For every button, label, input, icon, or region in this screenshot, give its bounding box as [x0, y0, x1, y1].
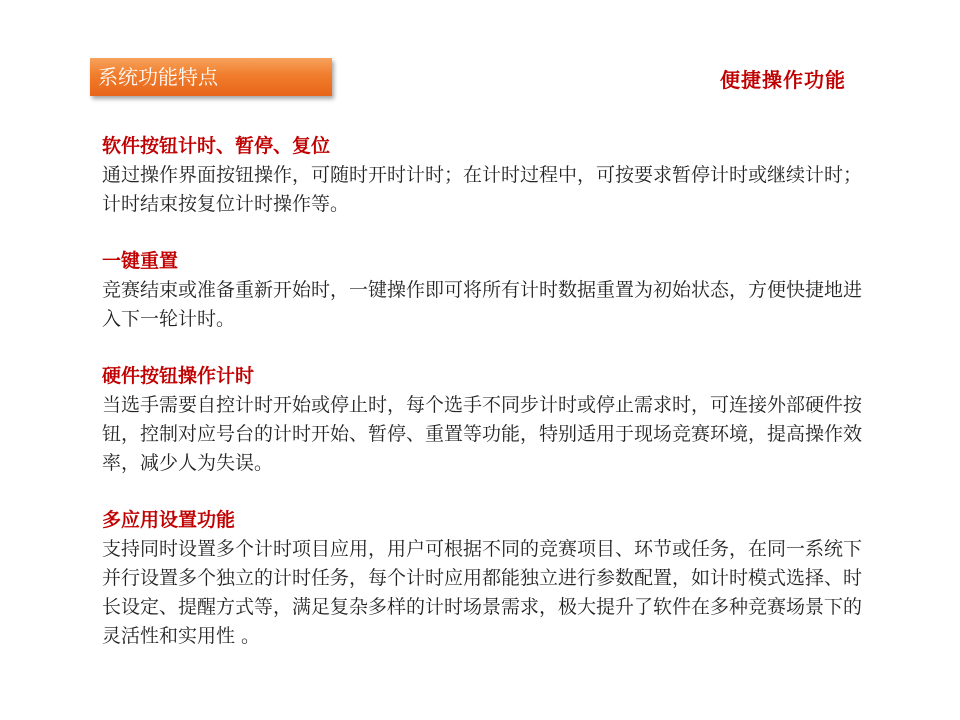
- feature-item: [102, 506, 872, 651]
- feature-title: 软件按钮计时、暂停、复位: [102, 135, 331, 157]
- section-label: 便捷操作功能: [720, 68, 846, 92]
- feature-title: 多应用设置功能: [102, 509, 236, 531]
- feature-description: 支持同时设置多个计时项目应用，用户可根据不同的竞赛项目、环节或任务，在同一系统下并行设置多个独立的计时任务，每个计时应用都能独立进行参数配置，如计时模式选择、时长设定、提醒方式等，满足复杂多样的计时场景需求，极大提升了软件在多种竞赛场景下的灵活性和实用性 。: [102, 538, 863, 647]
- feature-title: 硬件按钮操作计时: [102, 365, 255, 387]
- feature-item: [102, 132, 872, 219]
- feature-list: [102, 132, 872, 651]
- feature-description: 通过操作界面按钮操作，可随时开时计时；在计时过程中，可按要求暂停计时或继续计时；计时结束按复位计时操作等。: [102, 164, 863, 215]
- feature-item: [102, 362, 872, 478]
- section-tag: 系统功能特点: [90, 58, 332, 96]
- feature-title: 一键重置: [102, 250, 179, 272]
- feature-item: [102, 247, 872, 334]
- feature-description: 竞赛结束或准备重新开始时，一键操作即可将所有计时数据重置为初始状态，方便快捷地进入下一轮计时。: [102, 279, 863, 330]
- feature-description: 当选手需要自控计时开始或停止时，每个选手不同步计时或停止需求时，可连接外部硬件按钮，控制对应号台的计时开始、暂停、重置等功能，特别适用于现场竞赛环境，提高操作效率，减少人为失误。: [102, 394, 863, 474]
